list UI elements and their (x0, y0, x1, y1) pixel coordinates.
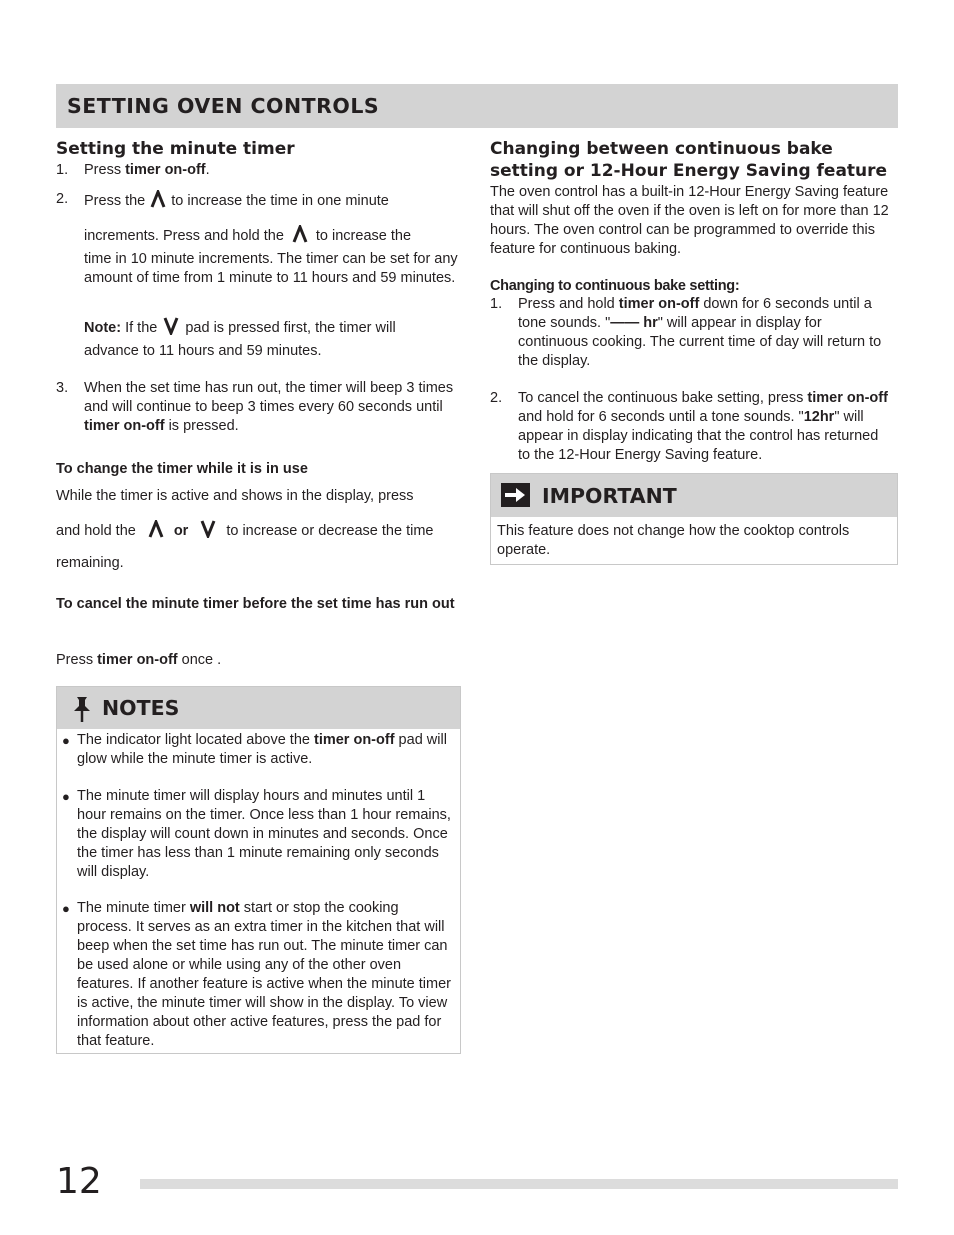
up-arrow-icon (148, 520, 164, 538)
bullet-icon: ● (62, 733, 70, 748)
left-column (56, 138, 462, 160)
step-number: 2. (490, 390, 503, 406)
step-1-text (84, 161, 210, 180)
notes-title: NOTES (102, 696, 180, 720)
notes-item-3-pre: The minute timer (77, 900, 190, 916)
right-step-1-post: " will appear in display for continuous cooking. The current time of day will return to the display. (518, 315, 882, 369)
note-label: Note: (84, 320, 122, 336)
down-arrow-icon (163, 317, 179, 335)
display-readout: 12hr (803, 409, 835, 425)
step-2-line2-pre: increments. Press and hold the (84, 228, 284, 244)
section-title-minute-timer: Setting the minute timer (56, 139, 295, 159)
step-number: 1. (56, 162, 69, 178)
step-number: 3. (56, 380, 69, 396)
important-header (491, 474, 897, 517)
cancel-pre: Press (56, 652, 98, 668)
change-timer-line1: While the timer is active and shows in the display, press (56, 488, 414, 504)
notes-item-3-post: start or stop the cooking process. It serves as an extra timer in the kitchen that will beep when the set time has run out. The minute timer can be used alone or while using any of the other oven features. If another feature is active when the minute timer is active, the minute timer will show in the display. To view information about other active features, press the pad for that feature. (77, 900, 451, 1049)
notes-item-1-key: timer on-off (313, 732, 395, 748)
notes-box (56, 686, 461, 1054)
footer-rule (140, 1179, 898, 1189)
notes-item-3-text (77, 899, 457, 1051)
step-2-line1-pre: Press the (84, 193, 146, 209)
change-line2-pre: and hold the (56, 523, 136, 539)
notes-item-1 (62, 731, 457, 769)
step-number: 2. (56, 191, 69, 207)
important-box (490, 473, 898, 565)
continuous-bake-intro: The oven control has a built-in 12-Hour Energy Saving feature that will shut off the oven if the oven is left on for more than 12 hours. The oven control can be programmed to override this feature for continuous baking. (490, 184, 889, 257)
important-text: This feature does not change how the cooktop controls operate. (497, 523, 850, 558)
display-readout: —— hr (610, 315, 658, 331)
page-title: SETTING OVEN CONTROLS (67, 94, 380, 118)
change-timer-line3: remaining. (56, 555, 124, 571)
step-2-note-line2: advance to 11 hours and 59 minutes. (84, 343, 322, 359)
change-timer-heading: To change the timer while it is in use (56, 461, 308, 477)
step-2-line2 (84, 225, 462, 246)
step-1-post: . (205, 162, 210, 178)
notes-item-2 (62, 787, 457, 882)
right-step-2-mid: and hold for 6 seconds until a tone sounds. " (518, 409, 804, 425)
step-3-text (84, 379, 456, 436)
step-2-line1 (84, 190, 462, 211)
or-label: or (173, 523, 189, 539)
page-number: 12 (56, 1161, 102, 1202)
bullet-icon: ● (62, 789, 70, 804)
section-header (56, 84, 898, 128)
bullet-icon: ● (62, 901, 70, 916)
right-step-2-text (518, 389, 894, 465)
right-step-1-key: timer on-off (618, 296, 700, 312)
cancel-timer-heading: To cancel the minute timer before the set time has run out (56, 596, 455, 612)
notes-item-3 (62, 899, 457, 1051)
notes-header (57, 687, 460, 729)
right-step-1-text (518, 295, 894, 371)
down-arrow-icon (200, 520, 216, 538)
right-step-2-post: " will appear in display indicating that the control has returned to the 12-Hour Energy Saving feature. (518, 409, 879, 463)
notes-item-1-pre: The indicator light located above the (77, 732, 314, 748)
right-step-2-pre: To cancel the continuous bake setting, press (518, 390, 808, 406)
right-step-1-pre: Press and hold (518, 296, 619, 312)
change-timer-line2 (56, 520, 476, 541)
step-1-key: timer on-off (125, 162, 206, 178)
step-2-line2-post: to increase the (315, 228, 412, 244)
right-column (490, 138, 898, 259)
step-2-rest: time in 10 minute increments. The timer can be set for any amount of time from 1 minute to 11 hours and 59 minutes. (84, 251, 458, 286)
continuous-bake-heading: Changing to continuous bake setting: (490, 278, 740, 294)
step-3-key: timer on-off (84, 418, 165, 434)
step-3-post: is pressed. (164, 418, 239, 434)
up-arrow-icon (292, 225, 308, 243)
notes-item-1-post: pad will glow while the minute timer is active. (77, 732, 447, 767)
right-step-2-key: timer on-off (807, 390, 888, 406)
step-1-pre: Press (84, 162, 126, 178)
up-arrow-icon (150, 190, 166, 208)
step-2-line1-post: to increase the time in one minute (171, 193, 389, 209)
arrow-right-icon (501, 483, 530, 513)
note-pre: If the (125, 320, 158, 336)
pushpin-icon (71, 695, 93, 729)
notes-item-2-text: The minute timer will display hours and minutes until 1 hour remains on the timer. Once less than 1 hour remains, the display will count down in minutes and seconds. Once the timer has less than 1 minute remaining only seconds will display. (77, 788, 451, 880)
section-title-continuous-bake: Changing between continuous bake setting or 12-Hour Energy Saving feature (490, 139, 888, 181)
right-step-1-mid: down for 6 seconds until a tone sounds. " (518, 296, 872, 331)
notes-item-3-key: will not (189, 900, 240, 916)
step-2-note (84, 317, 462, 338)
cancel-post: once . (177, 652, 222, 668)
step-3-pre: When the set time has run out, the timer will beep 3 times and will continue to beep 3 times every 60 seconds until (84, 380, 454, 415)
cancel-timer-text (56, 651, 462, 670)
cancel-key: timer on-off (97, 652, 178, 668)
important-title: IMPORTANT (542, 484, 677, 508)
notes-item-1-text (77, 731, 457, 769)
step-number: 1. (490, 296, 503, 312)
note-post: pad is pressed first, the timer will (185, 320, 396, 336)
change-line2-post: to increase or decrease the time (226, 523, 434, 539)
